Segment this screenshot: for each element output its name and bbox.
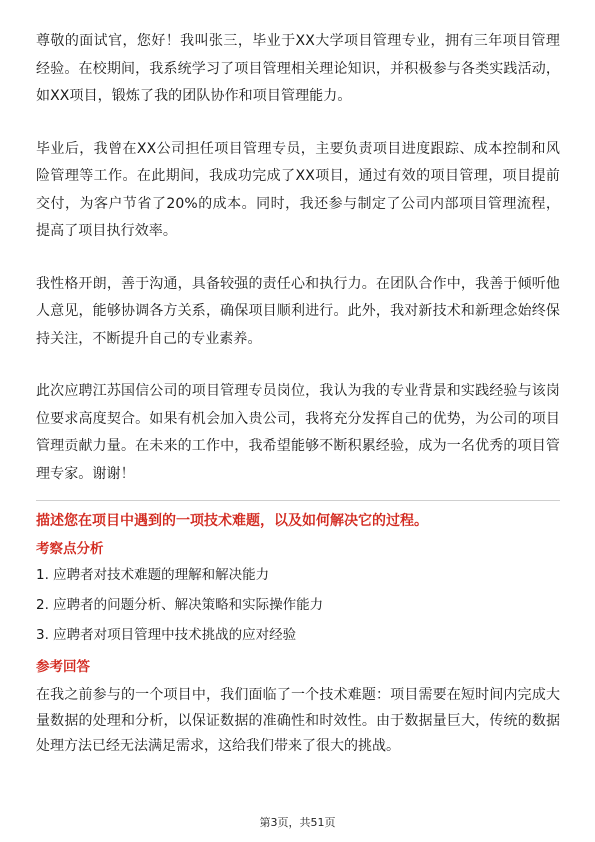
- intro-paragraph-3: 我性格开朗，善于沟通，具备较强的责任心和执行力。在团队合作中，我善于倾听他人意见，能够协调各方关系，确保项目顺利进行。此外，我对新技术和新理念始终保持关注，不断提升自己的专业素养。: [36, 275, 560, 347]
- reference-title: 参考回答: [36, 659, 90, 675]
- reference-answer-text: 在我之前参与的一个项目中，我们面临了一个技术难题：项目需要在短时间内完成大量数据的处理和分析，以保证数据的准确性和时效性。由于数据量巨大，传统的数据处理方法已经无法满足需求，这给我们带来了很大的挑战。: [36, 687, 560, 754]
- analysis-point-1: 1. 应聘者对技术难题的理解和解决能力: [36, 567, 270, 583]
- analysis-point-3: 3. 应聘者对项目管理中技术挑战的应对经验: [36, 627, 297, 643]
- intro-paragraph-4: 此次应聘江苏国信公司的项目管理专员岗位，我认为我的专业背景和实践经验与该岗位要求高度契合。如果有机会加入贵公司，我将充分发挥自己的优势，为公司的项目管理贡献力量。在未来的工作中，我希望能够不断积累经验，成为一名优秀的项目管理专家。谢谢！: [36, 383, 560, 482]
- document-page: [36, 28, 560, 760]
- interview-question: 描述您在项目中遇到的一项技术难题，以及如何解决它的过程。: [36, 513, 428, 529]
- analysis-point-2: 2. 应聘者的问题分析、解决策略和实际操作能力: [36, 597, 324, 613]
- intro-paragraph-1: 尊敬的面试官，您好！我叫张三，毕业于XX大学项目管理专业，拥有三年项目管理经验。在校期间，我系统学习了项目管理相关理论知识，并积极参与各类实践活动，如XX项目，锻炼了我的团队协作和项目管理能力。: [36, 33, 560, 104]
- section-divider: [36, 500, 560, 501]
- intro-paragraph-2: 毕业后，我曾在XX公司担任项目管理专员，主要负责项目进度跟踪、成本控制和风险管理等工作。在此期间，我成功完成了XX项目，通过有效的项目管理，项目提前交付，为客户节省了20%的成本。同时，我还参与制定了公司内部项目管理流程，提高了项目执行效率。: [36, 140, 560, 239]
- analysis-title: 考察点分析: [36, 541, 104, 557]
- page-number: 第3页，共51页: [259, 816, 336, 829]
